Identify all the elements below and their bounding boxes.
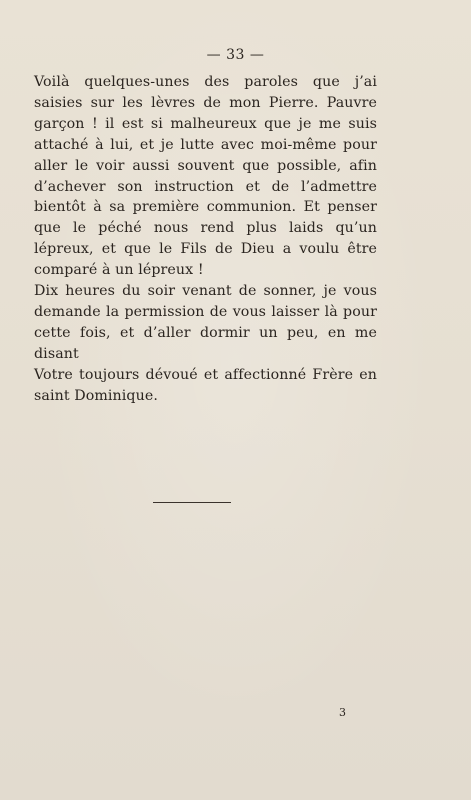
page-number-top: — 33 — — [206, 47, 265, 63]
paragraph-1: Voilà quelques-unes des paroles que j’ai saisies sur les lèvres de mon Pierre. Pauvre garçon ! il est si malheureux que je me suis attaché à lui, et je lutte avec moi-même pour aller le voir aussi souvent que possible, afin d’achever son instruction et de l’admettre bientôt à sa première communion. Et penser que le péché nous rend plus laids qu’un lépreux, et que le Fils de Dieu a voulu être comparé à un lépreux ! — [34, 74, 377, 279]
paragraph-2: Dix heures du soir venant de sonner, je vous demande la permission de vous laisser là pour cette fois, et d’aller dormir un peu, en me disant — [34, 283, 377, 362]
section-rule — [153, 502, 231, 503]
paragraph-3: Votre toujours dévoué et affectionné Frère en saint Dominique. — [34, 366, 377, 404]
page-body — [34, 72, 377, 407]
signature-mark: 3 — [339, 706, 346, 719]
